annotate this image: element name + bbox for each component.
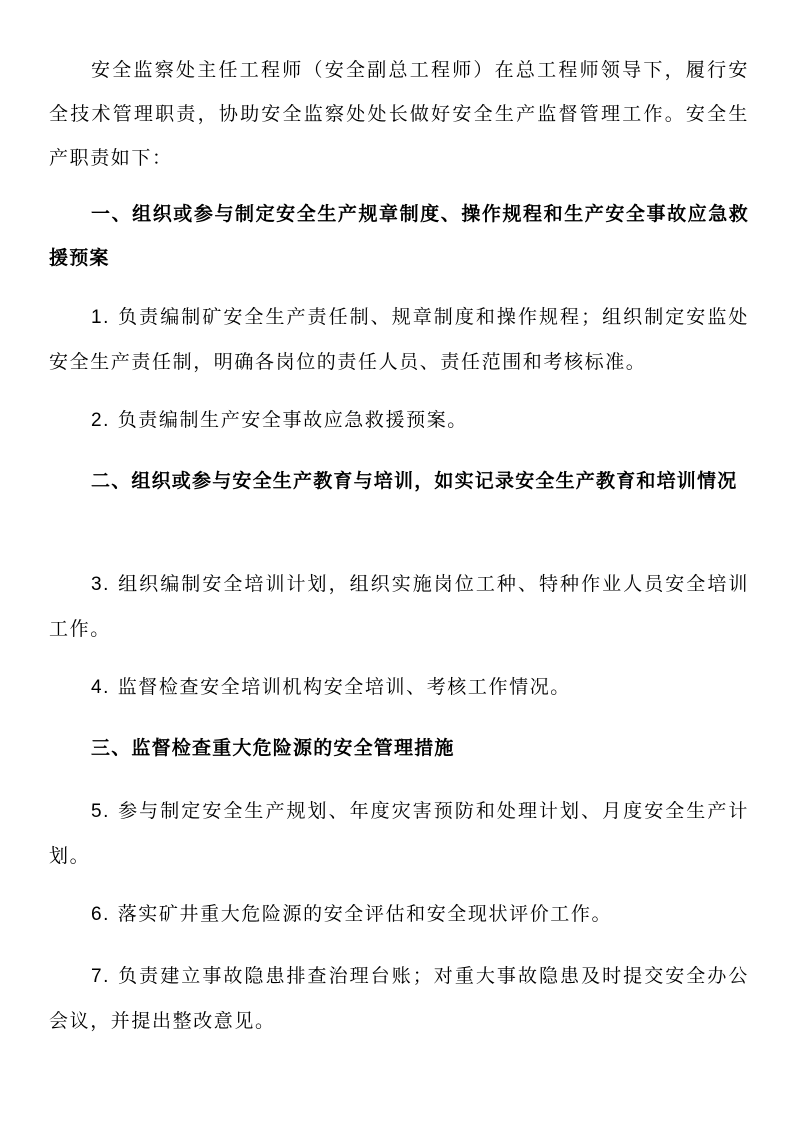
list-item-3 [49, 562, 749, 651]
section-heading-1: 一、组织或参与制定安全生产规章制度、操作规程和生产安全事故应急救援预案 [49, 203, 749, 269]
section-heading-2: 二、组织或参与安全生产教育与培训，如实记录安全生产教育和培训情况 [91, 470, 738, 492]
list-item-1 [49, 295, 749, 384]
item-number: 5. [91, 801, 111, 822]
list-item-6 [49, 892, 749, 937]
list-item-2 [49, 398, 749, 443]
item-text: 落实矿井重大危险源的安全评估和安全现状评价工作。 [117, 903, 613, 925]
intro-paragraph: 安全监察处主任工程师（安全副总工程师）在总工程师领导下，履行安全技术管理职责，协助安全监察处处长做好安全生产监督管理工作。安全生产职责如下： [49, 59, 749, 169]
item-number: 7. [91, 966, 111, 987]
item-text: 负责编制矿安全生产责任制、规章制度和操作规程；组织制定安监处安全生产责任制，明确各岗位的责任人员、责任范围和考核标准。 [49, 306, 749, 373]
item-number: 1. [91, 307, 111, 328]
list-item-5 [49, 789, 749, 878]
section-heading-3: 三、监督检查重大危险源的安全管理措施 [91, 737, 455, 759]
item-text: 负责建立事故隐患排查治理台账；对重大事故隐患及时提交安全办公会议，并提出整改意见。 [49, 965, 749, 1032]
item-number: 3. [91, 574, 111, 595]
item-number: 4. [91, 677, 111, 698]
item-text: 负责编制生产安全事故应急救援预案。 [117, 409, 468, 431]
list-item-7 [49, 954, 749, 1043]
item-text: 组织编制安全培训计划，组织实施岗位工种、特种作业人员安全培训工作。 [49, 573, 749, 640]
item-text: 监督检查安全培训机构安全培训、考核工作情况。 [117, 676, 571, 698]
item-number: 2. [91, 410, 111, 431]
list-item-4 [49, 665, 749, 710]
item-number: 6. [91, 904, 111, 925]
item-text: 参与制定安全生产规划、年度灾害预防和处理计划、月度安全生产计划。 [49, 800, 749, 867]
